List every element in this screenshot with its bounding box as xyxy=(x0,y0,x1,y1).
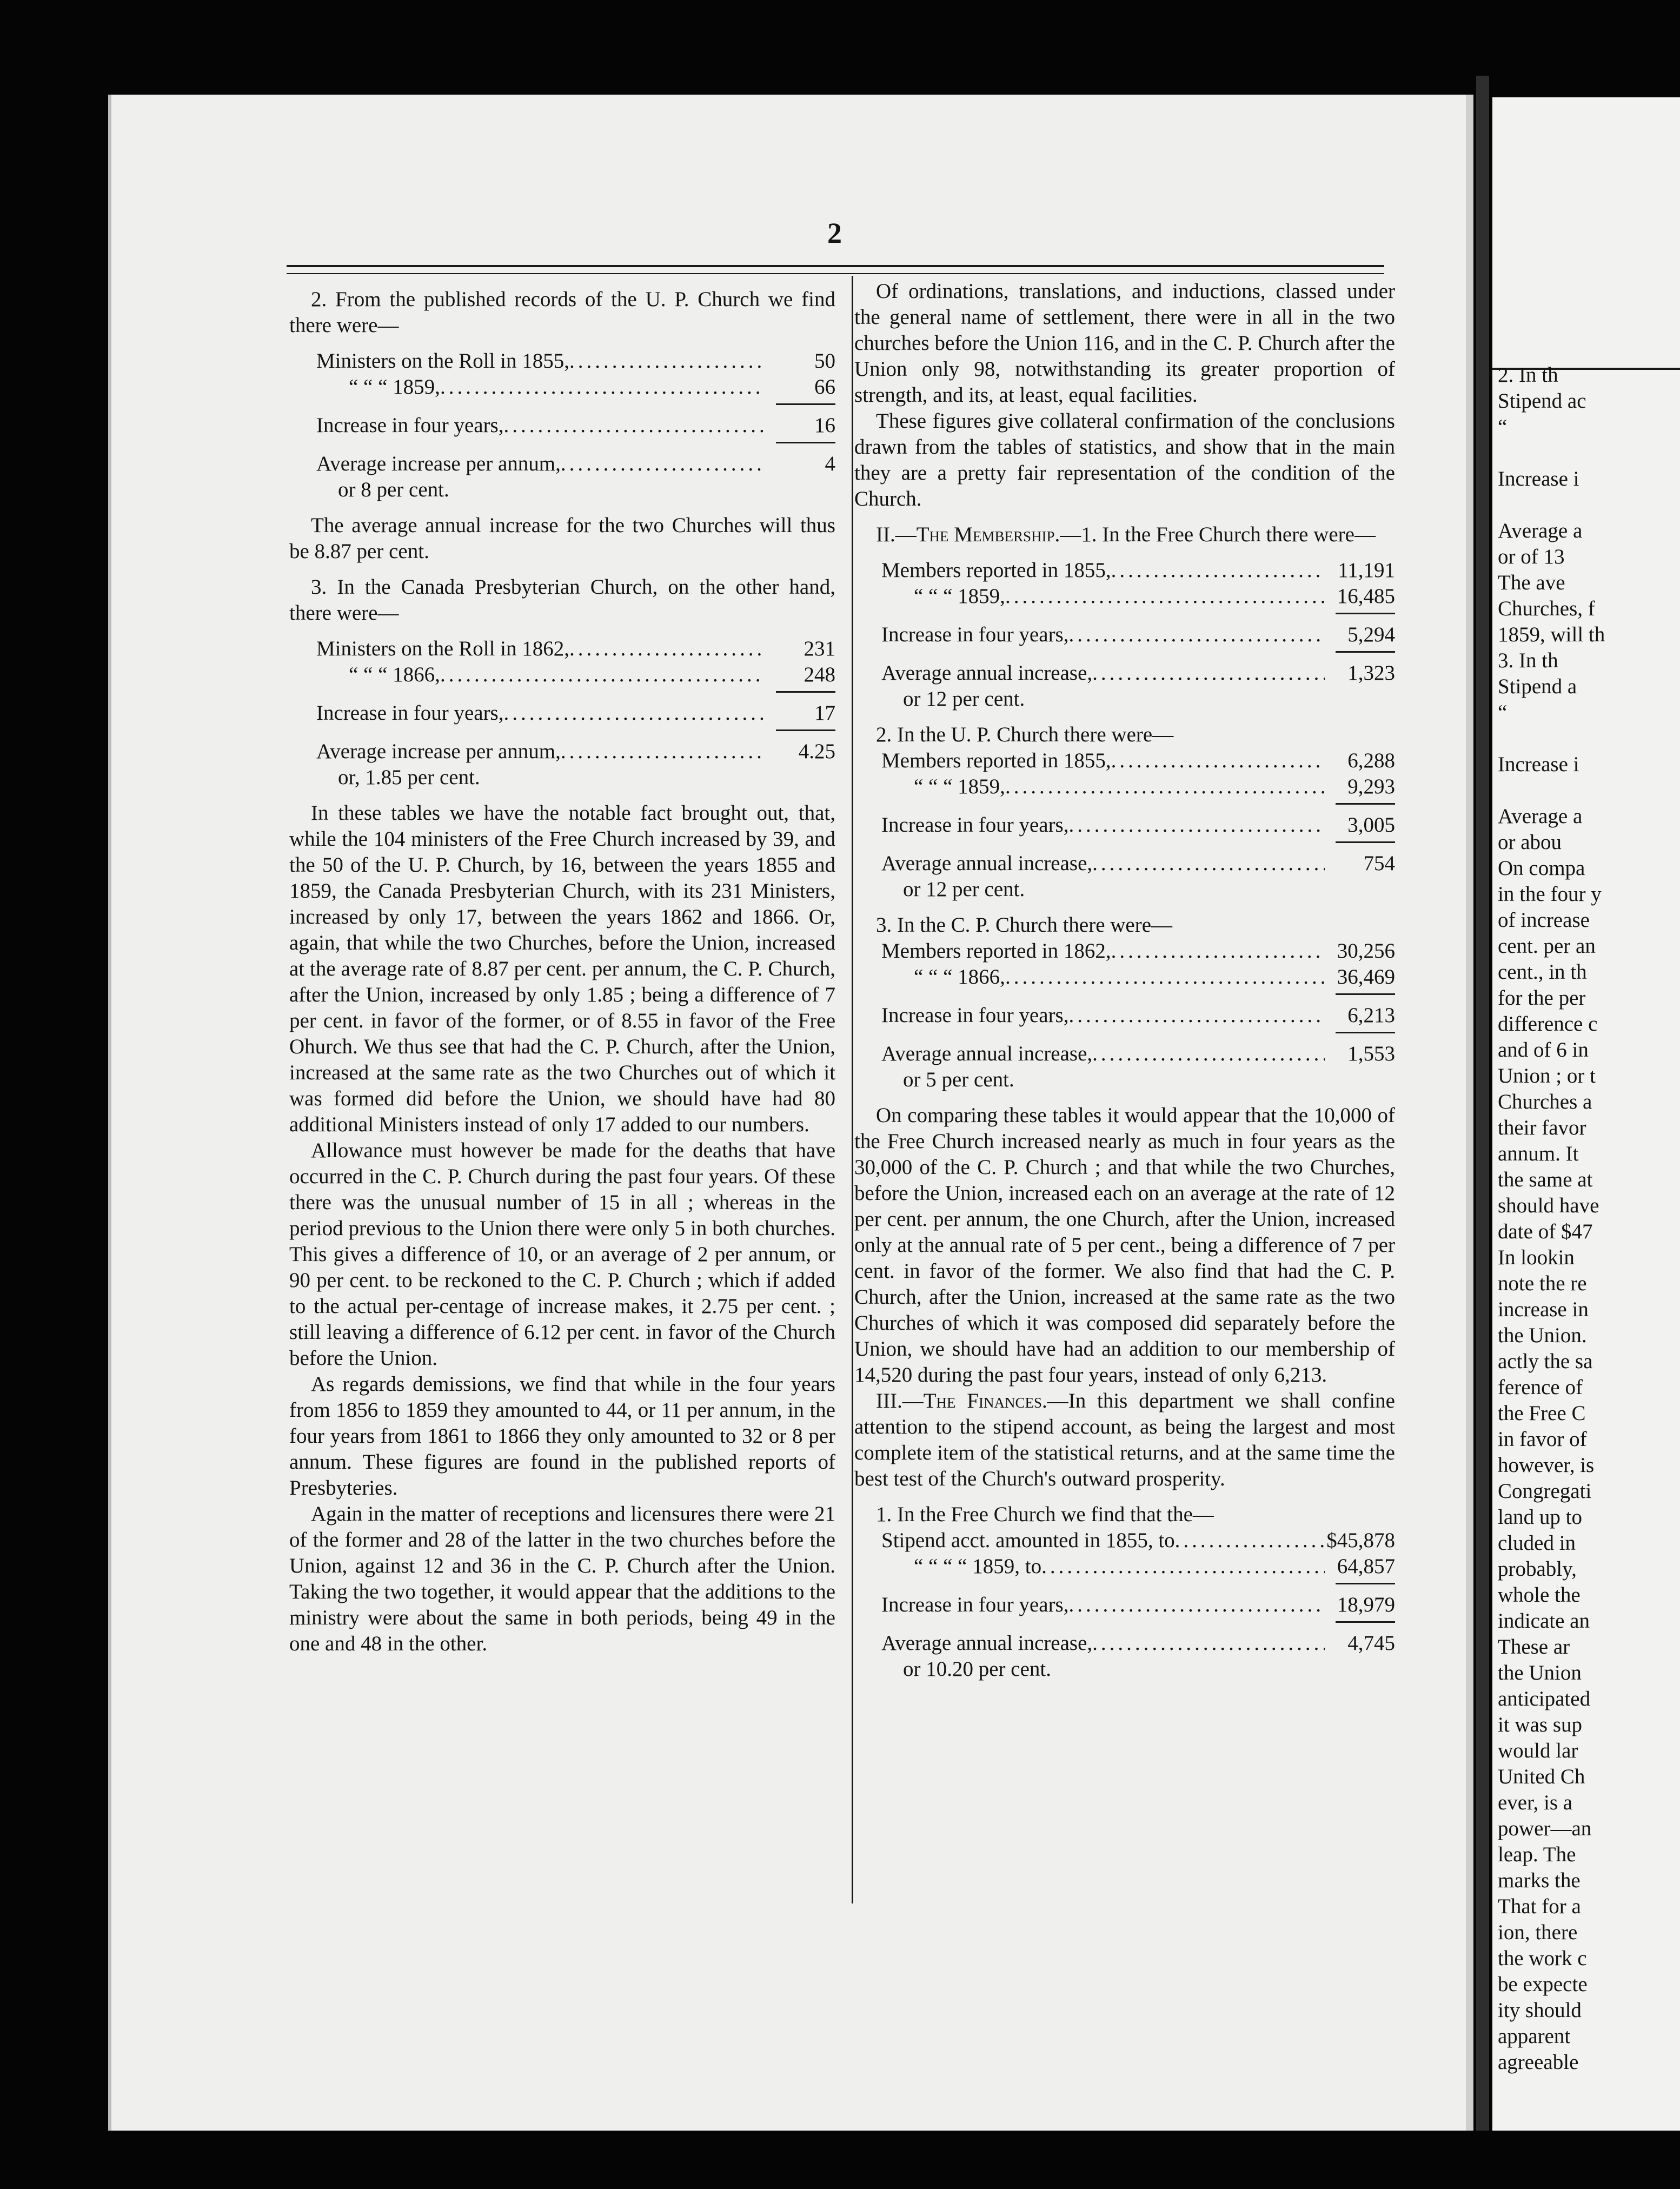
table-row: “ “ “ “ 1859, to ..... 64,857 xyxy=(854,1554,1395,1580)
next-page-line: whole the xyxy=(1498,1583,1581,1607)
sum-rule xyxy=(854,609,1395,622)
next-page-line: apparent xyxy=(1498,2025,1571,2048)
percent-note: or 12 per cent. xyxy=(903,878,1025,901)
sum-rule xyxy=(854,1618,1395,1630)
next-page-line: Average a xyxy=(1498,805,1583,828)
next-page-line: in the four y xyxy=(1498,883,1602,906)
next-page-line xyxy=(1498,726,1680,752)
next-page-line: increase in xyxy=(1498,1298,1589,1321)
percent-note: or 10.20 per cent. xyxy=(903,1657,1051,1681)
table-row: Increase in four years, ..... 16 xyxy=(289,413,835,439)
next-page-line: the Union. xyxy=(1498,1324,1587,1347)
next-page-line: 3. In th xyxy=(1498,649,1558,672)
next-page-line: their favor xyxy=(1498,1116,1586,1139)
section-heading: III.—The Finances. xyxy=(876,1389,1047,1412)
next-page-line: Average a xyxy=(1498,519,1583,542)
column-divider xyxy=(852,276,853,1903)
next-page-line: 2. In th xyxy=(1498,363,1558,387)
next-page-line: Increase i xyxy=(1498,753,1579,776)
next-page-line: it was sup xyxy=(1498,1713,1582,1736)
sum-rule xyxy=(289,688,835,700)
next-page-line: On compa xyxy=(1498,857,1585,880)
next-page-line xyxy=(1498,440,1680,466)
next-page-text xyxy=(1498,362,1680,2075)
table-row: Members reported in 1855, ..... 11,191 xyxy=(854,558,1395,583)
paragraph: 2. From the published records of the U. P. Church we find there were— xyxy=(289,288,835,337)
table-row: “ “ “ 1866, ..... 36,469 xyxy=(854,964,1395,990)
table-row: Average annual increase, ..... 1,553 xyxy=(854,1041,1395,1067)
paragraph: On comparing these tables it would appear that the 10,000 of the Free Church increased nearly as much in four years as the 30,000 of the C. P. Church ; and that while the two Churches, before the Union, increased each on an average at the rate of 12 per cent. per annum, the one Church, after the Union, increased only at the annual rate of 5 per cent., being a difference of 7 per cent. in favor of the former. We also find that had the C. P. Church, after the Union, increased at the same rate as the two Churches of which it was composed did separately before the Union, we should have had an addition to our membership of 14,520 during the past four years, instead of only 6,213. xyxy=(854,1104,1395,1387)
table-row: Increase in four years, ..... 18,979 xyxy=(854,1592,1395,1618)
header-rule-thin xyxy=(287,273,1384,274)
paragraph: Of ordinations, translations, and inductions, classed under the general name of settlement, there were in all in the two churches before the Union 116, and in the C. P. Church after the Union only 98, notwithstanding its greater proportion of strength, and its, at least, equal facilities. xyxy=(854,280,1395,407)
next-page-line: probably, xyxy=(1498,1557,1577,1581)
paragraph: 3. In the Canada Presbyterian Church, on the other hand, there were— xyxy=(289,575,835,625)
next-page-line: and of 6 in xyxy=(1498,1038,1589,1062)
sum-rule xyxy=(289,726,835,739)
paragraph: The average annual increase for the two Churches will thus be 8.87 per cent. xyxy=(289,514,835,563)
section-heading: II.—The Membership. xyxy=(876,523,1060,546)
page-number: 2 xyxy=(827,217,842,249)
next-page-line: cent. per an xyxy=(1498,934,1596,958)
next-page xyxy=(1492,97,1680,2131)
next-page-line: “ xyxy=(1498,701,1508,724)
table-row: Average annual increase, ..... 754 xyxy=(854,851,1395,877)
right-column xyxy=(854,278,1395,1682)
next-page-line: That for a xyxy=(1498,1895,1581,1918)
paragraph: In these tables we have the notable fact brought out, that, while the 104 ministers of the Free Church increased by 39, and the 50 of the U. P. Church, by 16, between the years 1855 and 1859, the Canada Presbyterian Church, with its 231 Ministers, increased by only 17, between the years 1862 and 1866. Or, again, that while the two Churches, before the Union, increased at the average rate of 8.87 per cent. per annum, the C. P. Church, after the Union, increased by only 1.85 ; being a difference of 7 per cent. in favor of the former, or of 8.55 in favor of the Free Ohurch. We thus see that had the C. P. Church, after the Union, increased at the same rate as the two Churches out of which it was formed did before the Union, we should have had 80 additional Ministers instead of only 17 added to our numbers. xyxy=(289,801,835,1136)
next-page-line xyxy=(1498,492,1680,518)
paragraph: These figures give collateral confirmation of the conclusions drawn from the tables of statistics, and show that in the main they are a pretty fair representation of the condition of the Church. xyxy=(854,409,1395,510)
next-page-line: would lar xyxy=(1498,1739,1578,1762)
table-row: Ministers on the Roll in 1855, ..... 50 xyxy=(289,348,835,374)
next-page-line: Churches, f xyxy=(1498,597,1595,620)
next-page-line: Congregati xyxy=(1498,1480,1592,1503)
paragraph: Allowance must however be made for the deaths that have occurred in the C. P. Church during the past four years. Of these there was the unusual number of 15 in all ; whereas in the period previous to the Union there were only 5 in both churches. This gives a difference of 10, or an average of 2 per annum, or 90 per cent. to be reckoned to the C. P. Church ; which if added to the actual per-centage of increase makes, it 2.75 per cent. ; still leaving a difference of 6.12 per cent. in favor of the Church before the Union. xyxy=(289,1139,835,1370)
next-page-line: 1859, will th xyxy=(1498,623,1605,646)
paragraph: 2. In the U. P. Church there were— xyxy=(876,723,1174,746)
next-page-line: Stipend ac xyxy=(1498,389,1586,413)
header-rule xyxy=(287,265,1384,267)
next-page-line: annum. It xyxy=(1498,1142,1579,1165)
table-row: “ “ “ 1859, ..... 9,293 xyxy=(854,774,1395,800)
sum-rule xyxy=(854,838,1395,851)
section-finances: III.—The Finances.—In this department we shall confine attention to the stipend account, as being the largest and most complete item of the statistical returns, and at the same time the best test of the Church's outward prosperity. xyxy=(854,1389,1395,1490)
table-row: Increase in four years, ..... 3,005 xyxy=(854,812,1395,838)
next-page-line: These ar xyxy=(1498,1635,1570,1659)
section-membership: II.—The Membership.—1. In the Free Church there were— xyxy=(876,523,1376,546)
next-page-line: for the per xyxy=(1498,986,1586,1010)
next-page-line: anticipated xyxy=(1498,1687,1591,1710)
next-page-line: marks the xyxy=(1498,1869,1581,1892)
table-row: Average increase per annum, ..... 4.25 xyxy=(289,739,835,765)
next-page-line: difference c xyxy=(1498,1012,1598,1036)
table-row: “ “ “ 1866, ..... 248 xyxy=(289,662,835,688)
paragraph: 3. In the C. P. Church there were— xyxy=(876,913,1173,937)
next-page-line: Stipend a xyxy=(1498,675,1577,698)
next-page-line: cent., in th xyxy=(1498,960,1587,984)
sum-rule xyxy=(854,648,1395,660)
sum-rule xyxy=(854,1029,1395,1041)
next-page-line: power—an xyxy=(1498,1817,1592,1840)
next-page-line: Union ; or t xyxy=(1498,1064,1596,1087)
paragraph: 1. In the Free Church we find that the— xyxy=(876,1503,1214,1526)
table-row: “ “ “ 1859, ..... 66 xyxy=(289,374,835,400)
next-page-line: Increase i xyxy=(1498,467,1579,490)
next-page-line: In lookin xyxy=(1498,1246,1575,1269)
percent-note: or, 1.85 per cent. xyxy=(338,766,480,789)
sum-rule xyxy=(289,439,835,451)
next-page-line: the Free C xyxy=(1498,1402,1586,1425)
table-row: Increase in four years, ..... 17 xyxy=(289,700,835,726)
next-page-line: be expecte xyxy=(1498,1973,1588,1996)
next-page-line: ion, there xyxy=(1498,1921,1578,1944)
next-page-line: should have xyxy=(1498,1194,1599,1217)
sum-rule xyxy=(854,990,1395,1003)
next-page-line: date of $47 xyxy=(1498,1220,1593,1243)
sum-rule xyxy=(854,1580,1395,1592)
next-page-line: indicate an xyxy=(1498,1609,1590,1633)
next-page-line: ever, is a xyxy=(1498,1791,1573,1814)
table-row: Increase in four years, ..... 5,294 xyxy=(854,622,1395,648)
table-row: Average increase per annum, ..... 4 xyxy=(289,451,835,477)
table-row: Ministers on the Roll in 1862, ..... 231 xyxy=(289,636,835,662)
table-row: Average annual increase, ..... 1,323 xyxy=(854,660,1395,686)
next-page-line: land up to xyxy=(1498,1505,1582,1529)
left-column xyxy=(289,287,835,1657)
next-page-line: the same at xyxy=(1498,1168,1593,1191)
next-page-line: leap. The xyxy=(1498,1843,1576,1866)
table-row: Members reported in 1855, ..... 6,288 xyxy=(854,748,1395,774)
next-page-line: The ave xyxy=(1498,571,1565,594)
next-page-line: of increase xyxy=(1498,908,1590,932)
sum-rule xyxy=(289,400,835,413)
table-row: “ “ “ 1859, ..... 16,485 xyxy=(854,583,1395,609)
sum-rule xyxy=(854,800,1395,812)
next-page-line: note the re xyxy=(1498,1272,1587,1295)
paragraph: Again in the matter of receptions and licensures there were 21 of the former and 28 of the latter in the two churches before the Union, against 12 and 36 in the C. P. Church after the Union. Taking the two together, it would appear that the additions to the ministry were about the same in both periods, being 49 in the one and 48 in the other. xyxy=(289,1502,835,1655)
next-page-line: the work c xyxy=(1498,1947,1587,1970)
next-page-line: cluded in xyxy=(1498,1531,1576,1555)
next-page-line: however, is xyxy=(1498,1454,1595,1477)
table-row: Increase in four years, ..... 6,213 xyxy=(854,1003,1395,1029)
book-spine xyxy=(1476,76,1489,2131)
percent-note: or 12 per cent. xyxy=(903,687,1025,711)
next-page-line: “ xyxy=(1498,415,1508,439)
next-page-line: in favor of xyxy=(1498,1428,1587,1451)
percent-note: or 8 per cent. xyxy=(338,478,449,501)
next-page-line: or of 13 xyxy=(1498,545,1565,568)
next-page-line: actly the sa xyxy=(1498,1350,1593,1373)
next-page-line: or abou xyxy=(1498,831,1562,854)
next-page-line: Churches a xyxy=(1498,1090,1592,1113)
next-page-line: United Ch xyxy=(1498,1765,1585,1788)
percent-note: or 5 per cent. xyxy=(903,1068,1014,1091)
table-row: Members reported in 1862, ..... 30,256 xyxy=(854,938,1395,964)
paragraph: As regards demissions, we find that while in the four years from 1856 to 1859 they amounted to 44, or 11 per annum, in the four years from 1861 to 1866 they only amounted to 32 or 8 per annum. These figures are found in the published reports of Presbyteries. xyxy=(289,1372,835,1500)
table-row: Stipend acct. amounted in 1855, to ..... $45,878 xyxy=(854,1528,1395,1554)
next-page-line: agreeable xyxy=(1498,2051,1579,2074)
table-row: Average annual increase, ..... 4,745 xyxy=(854,1630,1395,1656)
next-page-line: the Union xyxy=(1498,1661,1582,1684)
next-page-line: ity should xyxy=(1498,1999,1582,2022)
next-page-line xyxy=(1498,778,1680,804)
next-page-line: ference of xyxy=(1498,1376,1583,1399)
